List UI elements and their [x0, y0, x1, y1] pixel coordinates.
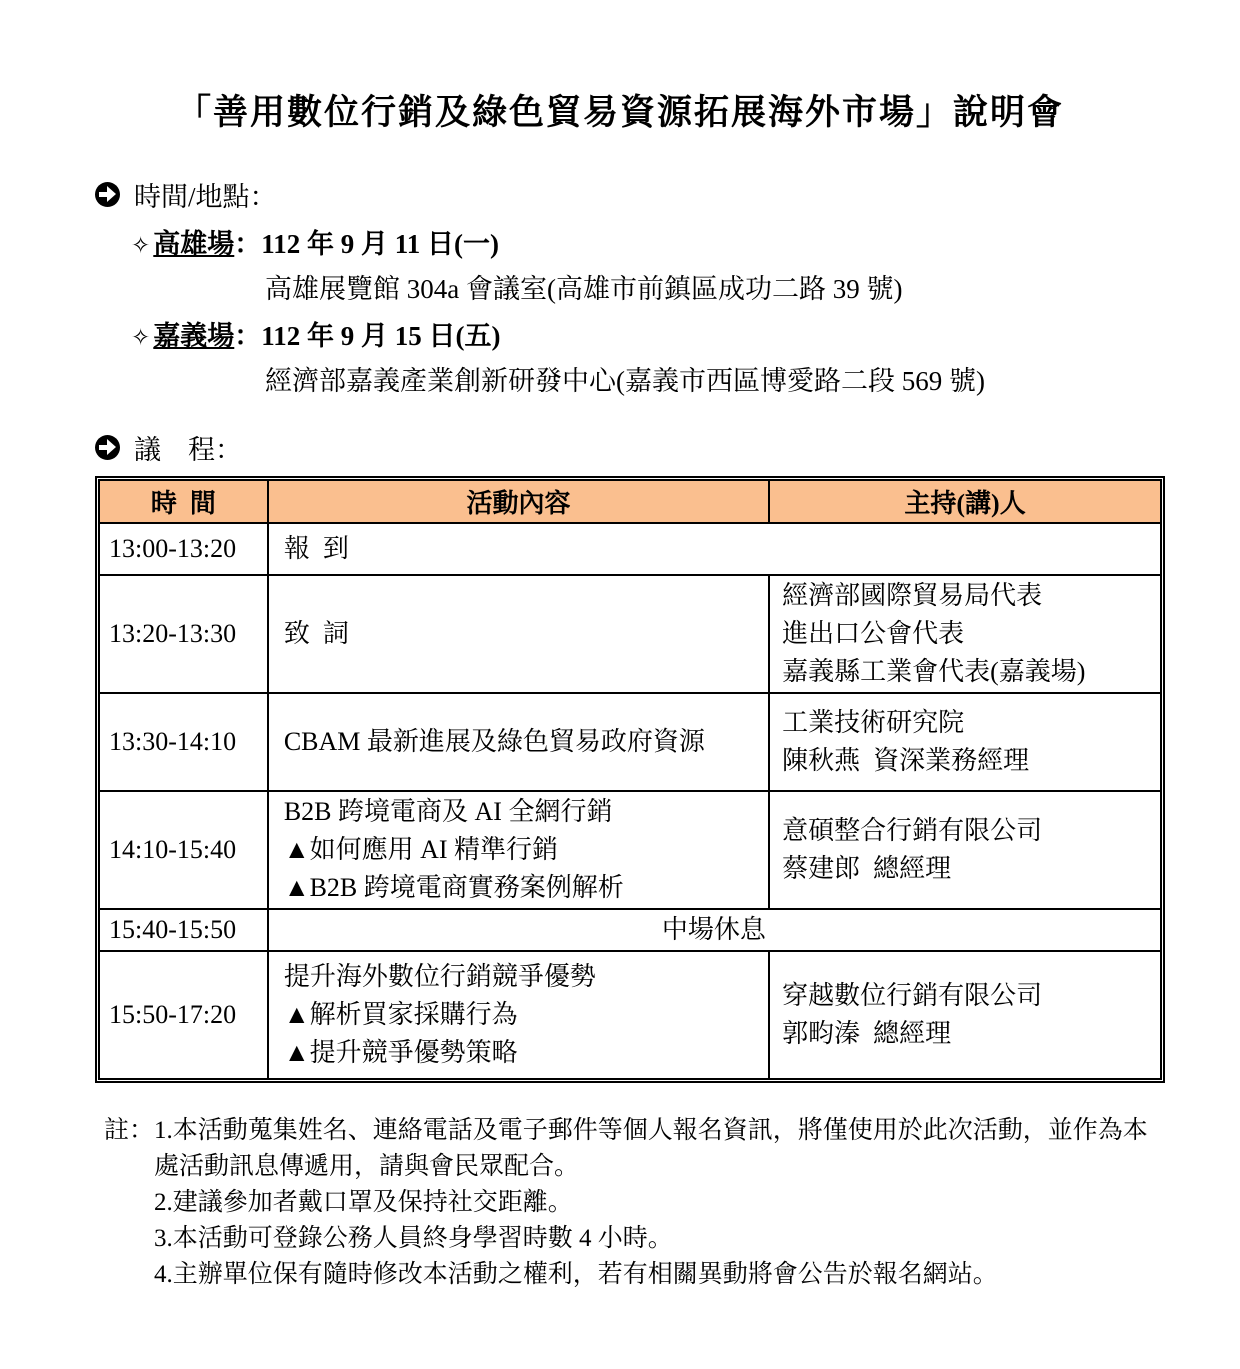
agenda-row [99, 909, 1161, 951]
notes [104, 1113, 1162, 1293]
agenda-row [99, 951, 1161, 1079]
four-pointed-star-icon: ✧ [131, 233, 151, 259]
speaker-cell [769, 693, 1161, 791]
time-cell: 15:40-15:50 [99, 909, 268, 951]
venue-item-kaohsiung [131, 222, 1240, 261]
agenda-table-border [95, 476, 1165, 1083]
circled-right-arrow-icon [95, 435, 120, 460]
agenda-heading: 議 程： [134, 435, 242, 465]
agenda-row [99, 523, 1161, 575]
speaker-line: 蔡建郎 總經理 [782, 854, 952, 883]
time-location-heading: 時間/地點： [134, 182, 277, 212]
section-time-location [95, 175, 1240, 214]
speaker-line: 意碩整合行銷有限公司 [782, 816, 1043, 845]
note-item: 3.本活動可登錄公務人員終身學習時數 4 小時。 [154, 1225, 673, 1252]
time-cell: 14:10-15:40 [99, 791, 268, 909]
time-cell: 13:00-13:20 [99, 523, 268, 575]
agenda-table [98, 479, 1162, 1080]
circled-right-arrow-icon [95, 182, 120, 207]
content-line: ▲如何應用 AI 精準行銷 [283, 835, 559, 864]
page-title: 「善用數位行銷及綠色貿易資源拓展海外市場」說明會 [175, 93, 1064, 132]
content-cell [268, 575, 769, 693]
venue-address: 高雄展覽館 304a 會議室(高雄市前鎮區成功二路 39 號) [265, 274, 903, 304]
venue-separator: ： [234, 321, 262, 351]
content-line: 提升海外數位行銷競爭優勢 [283, 962, 596, 991]
speaker-line: 陳秋燕 資深業務經理 [782, 746, 1030, 775]
time-cell: 15:50-17:20 [99, 951, 268, 1079]
note-item: 4.主辦單位保有隨時修改本活動之權利，若有相關異動將會公告於報名網站。 [154, 1261, 998, 1288]
speaker-line: 穿越數位行銷有限公司 [782, 981, 1043, 1010]
venue-name: 高雄場 [153, 229, 235, 259]
agenda-header-time: 時 間 [99, 480, 268, 523]
agenda-row [99, 575, 1161, 693]
speaker-line: 進出口公會代表 [782, 619, 965, 648]
venue-item-chiayi [131, 314, 1240, 353]
venue-name: 嘉義場 [153, 321, 235, 351]
notes-label: 註： [104, 1117, 155, 1144]
agenda-header-content: 活動內容 [268, 480, 769, 523]
content-line: ▲B2B 跨境電商實務案例解析 [283, 873, 624, 902]
speaker-line: 工業技術研究院 [782, 708, 965, 737]
four-pointed-star-icon: ✧ [131, 325, 151, 351]
agenda-row [99, 791, 1161, 909]
content-line: ▲提升競爭優勢策略 [283, 1038, 518, 1067]
venue-date: 112 年 9 月 11 日(一) [261, 229, 500, 259]
speaker-line: 郭畇溱 總經理 [782, 1019, 952, 1048]
section-agenda [95, 428, 1240, 467]
content-cell [268, 951, 769, 1079]
note-items [154, 1113, 1156, 1293]
venue-address: 經濟部嘉義產業創新研發中心(嘉義市西區博愛路二段 569 號) [265, 366, 985, 396]
page [0, 85, 1240, 1293]
note-item: 2.建議參加者戴口罩及保持社交距離。 [154, 1189, 573, 1216]
content-line: CBAM 最新進展及綠色貿易政府資源 [283, 727, 705, 756]
content-line: 致 詞 [283, 619, 349, 648]
venue-date: 112 年 9 月 15 日(五) [261, 321, 501, 351]
venue-separator: ： [234, 229, 262, 259]
speaker-cell [769, 575, 1161, 693]
content-line: ▲解析買家採購行為 [283, 1000, 518, 1029]
agenda-header-row [99, 480, 1161, 523]
speaker-line: 經濟部國際貿易局代表 [782, 581, 1043, 610]
content-cell [268, 693, 769, 791]
agenda-row [99, 693, 1161, 791]
speaker-cell [769, 791, 1161, 909]
content-line: 報 到 [283, 534, 349, 563]
time-cell: 13:30-14:10 [99, 693, 268, 791]
speaker-cell [769, 951, 1161, 1079]
agenda-header-speaker: 主持(講)人 [769, 480, 1161, 523]
time-cell: 13:20-13:30 [99, 575, 268, 693]
content-cell [268, 523, 1161, 575]
note-item: 1.本活動蒐集姓名、連絡電話及電子郵件等個人報名資訊，將僅使用於此次活動，並作為本處活動訊息傳遞用，請與會民眾配合。 [154, 1117, 1148, 1180]
content-line: B2B 跨境電商及 AI 全網行銷 [283, 797, 613, 826]
speaker-line: 嘉義縣工業會代表(嘉義場) [782, 657, 1086, 686]
content-cell [268, 791, 769, 909]
content-line: 中場休息 [661, 915, 766, 944]
content-cell [268, 909, 1161, 951]
